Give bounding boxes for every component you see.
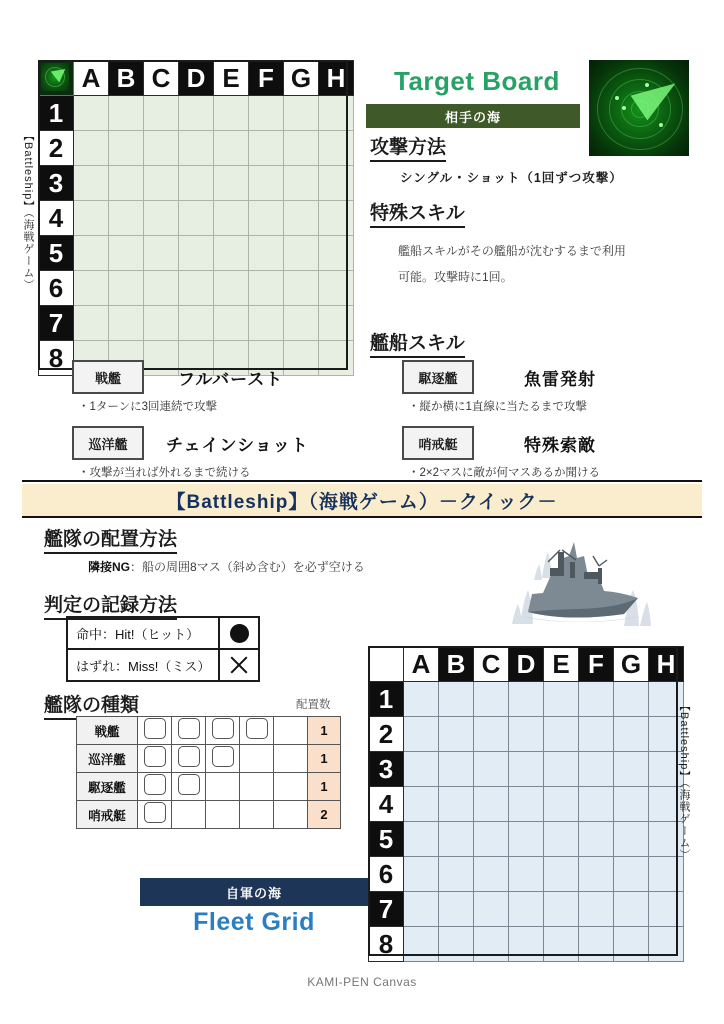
ship-segment-icon (246, 718, 268, 739)
grid-cell-D3[interactable] (509, 752, 544, 787)
fleet-slot-2-3[interactable] (240, 773, 274, 801)
filled-circle-icon (230, 624, 249, 643)
grid-cell-E4[interactable] (544, 787, 579, 822)
skill-chip-patrol[interactable]: 哨戒艇 (402, 426, 474, 460)
target-board-grid[interactable] (38, 60, 354, 376)
grid-cell-D6[interactable] (509, 857, 544, 892)
grid-cell-G1[interactable] (284, 96, 319, 131)
grid-cell-D5[interactable] (179, 236, 214, 271)
grid-cell-G8[interactable] (284, 341, 319, 376)
ship-segment-icon (144, 718, 166, 739)
placement-rule-text: ：船の周囲8マス（斜め含む）を必ず空ける (130, 560, 365, 574)
grid-cell-C2[interactable] (144, 131, 179, 166)
grid-cell-C1[interactable] (474, 682, 509, 717)
grid-cell-A7[interactable] (74, 306, 109, 341)
grid-cell-C3[interactable] (474, 752, 509, 787)
grid-cell-F3[interactable] (579, 752, 614, 787)
grid-cell-B2[interactable] (109, 131, 144, 166)
fleet-type-count-1: 1 (308, 745, 341, 773)
grid-row (369, 822, 684, 857)
grid-cell-B3[interactable] (439, 752, 474, 787)
fleet-grid[interactable] (368, 646, 684, 962)
ship-segment-icon (178, 774, 200, 795)
grid-cell-G2[interactable] (284, 131, 319, 166)
grid-cell-D1[interactable] (179, 96, 214, 131)
fleet-slot-3-0[interactable] (138, 801, 172, 829)
grid-cell-D6[interactable] (179, 271, 214, 306)
grid-cell-D3[interactable] (179, 166, 214, 201)
grid-cell-C6[interactable] (144, 271, 179, 306)
table-row (77, 745, 341, 773)
fleet-type-name-1: 巡洋艦 (77, 745, 138, 773)
grid-cell-D4[interactable] (179, 201, 214, 236)
ship-segment-icon (178, 718, 200, 739)
fleet-slot-0-4[interactable] (274, 717, 308, 745)
grid-cell-H4[interactable] (319, 201, 354, 236)
ship-segment-icon (212, 718, 234, 739)
grid-cell-C7[interactable] (474, 892, 509, 927)
ship-segment-icon (178, 746, 200, 767)
fleet-slot-2-2[interactable] (206, 773, 240, 801)
table-row (67, 649, 259, 681)
column-header-a: A (74, 61, 109, 96)
grid-cell-B1[interactable] (109, 96, 144, 131)
row-header-2: 2 (39, 131, 74, 166)
grid-cell-A3[interactable] (404, 752, 439, 787)
fleet-type-name-3: 哨戒艇 (77, 801, 138, 829)
grid-cell-G4[interactable] (614, 787, 649, 822)
grid-cell-E4[interactable] (214, 201, 249, 236)
skill-desc-fullburst: ・1ターンに3回連続で攻撃 (78, 401, 218, 413)
column-header-f: F (249, 61, 284, 96)
radar-icon (39, 61, 74, 96)
grid-cell-D2[interactable] (509, 717, 544, 752)
column-header-f: F (579, 647, 614, 682)
grid-cell-E7[interactable] (544, 892, 579, 927)
row-header-6: 6 (369, 857, 404, 892)
special-skill-heading: 特殊スキル (370, 198, 465, 228)
grid-header-row (369, 647, 684, 682)
grid-cell-C6[interactable] (474, 857, 509, 892)
grid-cell-D7[interactable] (179, 306, 214, 341)
cross-mark-icon (228, 654, 250, 676)
grid-cell-B7[interactable] (439, 892, 474, 927)
row-header-1: 1 (39, 96, 74, 131)
placement-count-header: 配置数 (296, 699, 331, 711)
hit-label: 命中：Hit!（ヒット） (67, 617, 219, 649)
grid-cell-E3[interactable] (544, 752, 579, 787)
grid-cell-H2[interactable] (319, 131, 354, 166)
grid-cell-A4[interactable] (74, 201, 109, 236)
fleet-slot-2-4[interactable] (274, 773, 308, 801)
grid-cell-C8[interactable] (144, 341, 179, 376)
divider-bottom (22, 516, 702, 518)
grid-cell-D7[interactable] (509, 892, 544, 927)
grid-cell-F6[interactable] (249, 271, 284, 306)
grid-row (39, 96, 354, 131)
grid-cell-F1[interactable] (579, 682, 614, 717)
column-header-g: G (284, 61, 319, 96)
hit-miss-table (66, 616, 260, 682)
grid-row (39, 306, 354, 341)
row-header-5: 5 (369, 822, 404, 857)
special-skill-line1: 艦船スキルがその艦船が沈むするまで利用 (398, 244, 626, 258)
radar-icon (589, 60, 689, 156)
skill-desc-torpedo: ・縦か横に1直線に当たるまで攻撃 (408, 401, 587, 413)
left-side-label: 【Battleship】（海戦ゲーム） (22, 130, 34, 291)
grid-header-row (39, 61, 354, 96)
fleet-grid-title: Fleet Grid (193, 908, 315, 936)
fleet-slot-1-0[interactable] (138, 745, 172, 773)
grid-cell-E6[interactable] (214, 271, 249, 306)
grid-cell-A6[interactable] (74, 271, 109, 306)
grid-row (369, 682, 684, 717)
record-heading: 判定の記録方法 (44, 590, 177, 620)
fleet-type-name-0: 戦艦 (77, 717, 138, 745)
fleet-type-count-3: 2 (308, 801, 341, 829)
column-header-d: D (509, 647, 544, 682)
grid-cell-F7[interactable] (249, 306, 284, 341)
grid-row (369, 857, 684, 892)
skill-chip-cruiser[interactable]: 巡洋艦 (72, 426, 144, 460)
row-header-8: 8 (39, 341, 74, 376)
grid-cell-E5[interactable] (214, 236, 249, 271)
grid-cell-G5[interactable] (284, 236, 319, 271)
grid-cell-A5[interactable] (74, 236, 109, 271)
column-header-g: G (614, 647, 649, 682)
grid-cell-E3[interactable] (214, 166, 249, 201)
grid-cell-D5[interactable] (509, 822, 544, 857)
grid-row (369, 717, 684, 752)
own-sea-banner: 自軍の海 (140, 878, 368, 906)
grid-cell-C5[interactable] (474, 822, 509, 857)
section-banner: 【Battleship】（海戦ゲーム）－クイック－ (22, 484, 702, 516)
fleet-slot-1-1[interactable] (172, 745, 206, 773)
fleet-type-count-0: 1 (308, 717, 341, 745)
grid-cell-G4[interactable] (284, 201, 319, 236)
row-header-2: 2 (369, 717, 404, 752)
fleet-type-count-2: 1 (308, 773, 341, 801)
grid-cell-D4[interactable] (509, 787, 544, 822)
ship-skill-heading: 艦船スキル (370, 328, 465, 358)
grid-cell-H8[interactable] (319, 341, 354, 376)
ship-segment-icon (144, 774, 166, 795)
grid-row (369, 787, 684, 822)
row-header-3: 3 (369, 752, 404, 787)
fleet-slot-0-0[interactable] (138, 717, 172, 745)
grid-cell-A2[interactable] (74, 131, 109, 166)
row-header-7: 7 (369, 892, 404, 927)
grid-cell-B7[interactable] (109, 306, 144, 341)
grid-cell-B4[interactable] (109, 201, 144, 236)
fleet-slot-3-4[interactable] (274, 801, 308, 829)
fleet-slot-3-2[interactable] (206, 801, 240, 829)
grid-cell-F4[interactable] (249, 201, 284, 236)
grid-cell-E2[interactable] (214, 131, 249, 166)
grid-cell-F5[interactable] (579, 822, 614, 857)
attack-method-text: シングル・ショット（1回ずつ攻撃） (400, 171, 623, 185)
skill-name-fullburst: フルバースト (178, 370, 284, 389)
column-header-e: E (214, 61, 249, 96)
row-header-4: 4 (369, 787, 404, 822)
fleet-types-heading: 艦隊の種類 (44, 690, 139, 720)
fleet-slot-1-2[interactable] (206, 745, 240, 773)
grid-cell-F2[interactable] (579, 717, 614, 752)
grid-cell-A2[interactable] (404, 717, 439, 752)
fleet-types-table[interactable] (76, 716, 341, 829)
grid-cell-G3[interactable] (614, 752, 649, 787)
skill-desc-chainshot: ・攻撃が当れば外れるまで続ける (78, 467, 251, 479)
grid-cell-B6[interactable] (439, 857, 474, 892)
grid-cell-E8[interactable] (544, 927, 579, 962)
grid-cell-D1[interactable] (509, 682, 544, 717)
row-header-1: 1 (369, 682, 404, 717)
fleet-slot-0-2[interactable] (206, 717, 240, 745)
grid-cell-G7[interactable] (284, 306, 319, 341)
grid-cell-B6[interactable] (109, 271, 144, 306)
grid-row (39, 166, 354, 201)
grid-cell-B8[interactable] (439, 927, 474, 962)
grid-cell-D2[interactable] (179, 131, 214, 166)
grid-cell-B5[interactable] (109, 236, 144, 271)
grid-row (369, 892, 684, 927)
grid-cell-F6[interactable] (579, 857, 614, 892)
row-header-8: 8 (369, 927, 404, 962)
grid-cell-B4[interactable] (439, 787, 474, 822)
grid-cell-F2[interactable] (249, 131, 284, 166)
grid-cell-G1[interactable] (614, 682, 649, 717)
grid-cell-A8[interactable] (404, 927, 439, 962)
skill-name-scout: 特殊索敵 (524, 436, 596, 455)
special-skill-line2: 可能。攻撃時に1回。 (398, 270, 513, 284)
fleet-slot-2-1[interactable] (172, 773, 206, 801)
skill-chip-battleship[interactable]: 戦艦 (72, 360, 144, 394)
grid-cell-H5[interactable] (319, 236, 354, 271)
column-header-a: A (404, 647, 439, 682)
column-header-b: B (439, 647, 474, 682)
grid-cell-H1[interactable] (319, 96, 354, 131)
skill-name-chainshot: チェインショット (166, 436, 309, 455)
table-row (77, 773, 341, 801)
grid-cell-A3[interactable] (74, 166, 109, 201)
placement-rule-label: 隣接NG (88, 560, 131, 574)
fleet-slot-2-0[interactable] (138, 773, 172, 801)
grid-cell-G3[interactable] (284, 166, 319, 201)
grid-cell-C1[interactable] (144, 96, 179, 131)
grid-cell-C7[interactable] (144, 306, 179, 341)
battleship-illustration (498, 528, 682, 632)
column-header-e: E (544, 647, 579, 682)
grid-cell-E2[interactable] (544, 717, 579, 752)
column-header-d: D (179, 61, 214, 96)
grid-cell-F7[interactable] (579, 892, 614, 927)
grid-cell-G5[interactable] (614, 822, 649, 857)
grid-cell-A6[interactable] (404, 857, 439, 892)
grid-cell-C3[interactable] (144, 166, 179, 201)
ship-segment-icon (144, 746, 166, 767)
row-header-3: 3 (39, 166, 74, 201)
grid-row (39, 131, 354, 166)
row-header-4: 4 (39, 201, 74, 236)
grid-cell-G2[interactable] (614, 717, 649, 752)
column-header-h: H (649, 647, 684, 682)
grid-cell-A4[interactable] (404, 787, 439, 822)
column-header-b: B (109, 61, 144, 96)
grid-cell-F8[interactable] (579, 927, 614, 962)
grid-cell-E1[interactable] (544, 682, 579, 717)
grid-cell-F5[interactable] (249, 236, 284, 271)
grid-cell-G6[interactable] (284, 271, 319, 306)
grid-cell-F1[interactable] (249, 96, 284, 131)
target-board-title: Target Board (394, 66, 560, 96)
grid-row (39, 236, 354, 271)
fleet-slot-1-3[interactable] (240, 745, 274, 773)
row-header-7: 7 (39, 306, 74, 341)
right-side-label: 【Battleship】（海戦ゲーム） (678, 700, 690, 861)
column-header-h: H (319, 61, 354, 96)
grid-cell-F3[interactable] (249, 166, 284, 201)
grid-cell-B1[interactable] (439, 682, 474, 717)
ship-segment-icon (144, 802, 166, 823)
skill-name-torpedo: 魚雷発射 (524, 370, 596, 389)
grid-cell-B3[interactable] (109, 166, 144, 201)
enemy-sea-banner: 相手の海 (366, 104, 580, 128)
fleet-slot-0-1[interactable] (172, 717, 206, 745)
divider-top (22, 480, 702, 482)
fleet-grid-table[interactable] (368, 646, 684, 962)
fleet-slot-3-3[interactable] (240, 801, 274, 829)
grid-cell-E1[interactable] (214, 96, 249, 131)
grid-cell-E5[interactable] (544, 822, 579, 857)
footer-credit: KAMI-PEN Canvas (307, 975, 417, 989)
grid-cell-A1[interactable] (404, 682, 439, 717)
grid-cell-G8[interactable] (614, 927, 649, 962)
grid-cell-A7[interactable] (404, 892, 439, 927)
target-board-table[interactable] (38, 60, 354, 376)
grid-cell-C2[interactable] (474, 717, 509, 752)
fleet-type-name-2: 駆逐艦 (77, 773, 138, 801)
grid-cell-H3[interactable] (319, 166, 354, 201)
grid-cell-B2[interactable] (439, 717, 474, 752)
placement-rule (88, 558, 365, 575)
fleet-slot-3-1[interactable] (172, 801, 206, 829)
fleet-slot-1-4[interactable] (274, 745, 308, 773)
grid-cell-G7[interactable] (614, 892, 649, 927)
skill-desc-scout: ・2×2マスに敵が何マスあるか聞ける (408, 467, 601, 479)
table-row (77, 717, 341, 745)
grid-cell-H8[interactable] (649, 927, 684, 962)
radar-icon (41, 63, 69, 91)
fleet-slot-0-3[interactable] (240, 717, 274, 745)
grid-cell-C8[interactable] (474, 927, 509, 962)
row-header-5: 5 (39, 236, 74, 271)
placement-heading: 艦隊の配置方法 (44, 524, 177, 554)
column-header-c: C (474, 647, 509, 682)
miss-label: はずれ：Miss!（ミス） (67, 649, 219, 681)
table-row (77, 801, 341, 829)
grid-cell-F4[interactable] (579, 787, 614, 822)
grid-cell-E6[interactable] (544, 857, 579, 892)
ship-segment-icon (212, 746, 234, 767)
grid-cell-D8[interactable] (509, 927, 544, 962)
grid-cell-H6[interactable] (319, 271, 354, 306)
attack-method-heading: 攻撃方法 (370, 132, 446, 162)
row-header-6: 6 (39, 271, 74, 306)
grid-cell-C4[interactable] (474, 787, 509, 822)
column-header-c: C (144, 61, 179, 96)
grid-cell-H7[interactable] (319, 306, 354, 341)
grid-corner-cell (369, 647, 404, 682)
grid-row (39, 271, 354, 306)
grid-cell-C4[interactable] (144, 201, 179, 236)
grid-cell-E7[interactable] (214, 306, 249, 341)
grid-cell-A1[interactable] (74, 96, 109, 131)
grid-cell-A5[interactable] (404, 822, 439, 857)
skill-chip-destroyer[interactable]: 駆逐艦 (402, 360, 474, 394)
grid-row (39, 201, 354, 236)
hit-symbol-cell (219, 617, 259, 649)
miss-symbol-cell (219, 649, 259, 681)
table-row (67, 617, 259, 649)
grid-row (369, 752, 684, 787)
grid-cell-C5[interactable] (144, 236, 179, 271)
grid-cell-G6[interactable] (614, 857, 649, 892)
grid-row (369, 927, 684, 962)
grid-cell-B5[interactable] (439, 822, 474, 857)
